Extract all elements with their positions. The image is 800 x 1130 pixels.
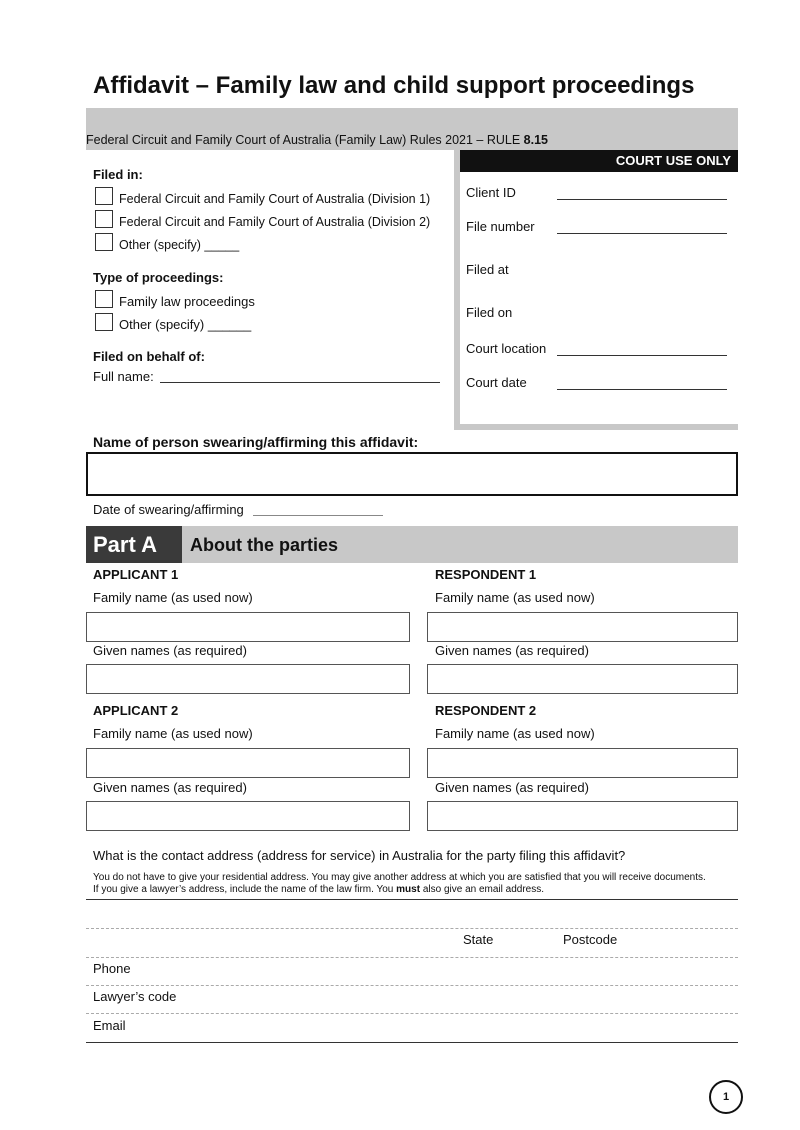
rule-number: 8.15 xyxy=(523,133,549,147)
email-label: Email xyxy=(93,1018,126,1033)
contact-note-post: also give an email address. xyxy=(420,884,545,895)
file-number-label: File number xyxy=(466,219,535,234)
court-use-heading: COURT USE ONLY xyxy=(460,150,738,172)
part-a-tag: Part A xyxy=(86,526,182,563)
family-law-checkbox[interactable] xyxy=(95,290,113,308)
behalf-heading: Filed on behalf of: xyxy=(93,349,205,364)
contact-note-pre: You do not have to give your residential address. You may give another address at which you are satisfied that you will receive documents. If you give a lawyer’s address, include the name of the law firm. You xyxy=(93,872,706,895)
swearing-date-field[interactable] xyxy=(253,502,383,516)
contact-bottom-rule xyxy=(86,1042,738,1043)
other-proceedings-checkbox[interactable] xyxy=(95,313,113,331)
swearing-heading: Name of person swearing/affirming this affidavit: xyxy=(93,434,419,450)
division1-label: Federal Circuit and Family Court of Australia (Division 1) xyxy=(119,192,431,206)
division2-checkbox[interactable] xyxy=(95,210,113,228)
filed-at-label: Filed at xyxy=(466,262,509,277)
postcode-label: Postcode xyxy=(563,932,618,947)
part-a-bar xyxy=(86,526,738,563)
phone-divider xyxy=(86,985,738,986)
respondent2-family-label: Family name (as used now) xyxy=(435,726,595,741)
filed-on-label: Filed on xyxy=(466,305,513,320)
division1-checkbox[interactable] xyxy=(95,187,113,205)
court-date-field[interactable] xyxy=(557,376,727,390)
client-id-field[interactable] xyxy=(557,186,727,200)
applicant2-family-label: Family name (as used now) xyxy=(93,726,253,741)
applicant2-given-label: Given names (as required) xyxy=(93,780,247,795)
court-location-label: Court location xyxy=(466,341,547,356)
applicant1-given-input[interactable] xyxy=(86,664,410,694)
proceedings-heading: Type of proceedings: xyxy=(93,270,224,285)
applicant1-given-label: Given names (as required) xyxy=(93,643,247,658)
filed-in-heading: Filed in: xyxy=(93,167,143,182)
applicant1-family-label: Family name (as used now) xyxy=(93,590,253,605)
swearing-date-label: Date of swearing/affirming xyxy=(93,502,244,517)
full-name-field[interactable] xyxy=(160,369,440,383)
respondent2-given-label: Given names (as required) xyxy=(435,780,589,795)
respondent2-heading: RESPONDENT 2 xyxy=(435,703,537,718)
state-label: State xyxy=(463,932,494,947)
court-location-field[interactable] xyxy=(557,342,727,356)
file-number-field[interactable] xyxy=(557,220,727,234)
respondent1-given-input[interactable] xyxy=(427,664,738,694)
other-court-checkbox[interactable] xyxy=(95,233,113,251)
division2-label: Federal Circuit and Family Court of Australia (Division 2) xyxy=(119,215,431,229)
applicant2-heading: APPLICANT 2 xyxy=(93,703,179,718)
applicant1-heading: APPLICANT 1 xyxy=(93,567,179,582)
rule-text: Federal Circuit and Family Court of Australia (Family Law) Rules 2021 – RULE xyxy=(86,133,524,147)
state-divider xyxy=(86,957,738,958)
respondent1-heading: RESPONDENT 1 xyxy=(435,567,537,582)
contact-note xyxy=(93,872,713,896)
swearing-name-field[interactable] xyxy=(86,452,738,496)
family-law-label: Family law proceedings xyxy=(119,294,255,309)
phone-label: Phone xyxy=(93,961,131,976)
applicant1-family-input[interactable] xyxy=(86,612,410,642)
lawyer-code-divider xyxy=(86,1013,738,1014)
address-line-field[interactable] xyxy=(86,900,738,928)
part-a-title: About the parties xyxy=(190,535,339,555)
other-court-label: Other (specify) _____ xyxy=(119,238,240,252)
respondent2-family-input[interactable] xyxy=(427,748,738,778)
contact-note-bold: must xyxy=(396,884,421,895)
contact-question: What is the contact address (address for service) in Australia for the party filing this affidavit? xyxy=(93,848,626,863)
full-name-label: Full name: xyxy=(93,369,154,384)
applicant2-family-input[interactable] xyxy=(86,748,410,778)
rule-reference xyxy=(86,133,548,147)
lawyer-code-label: Lawyer’s code xyxy=(93,989,177,1004)
client-id-label: Client ID xyxy=(466,185,516,200)
other-proceedings-label: Other (specify) ______ xyxy=(119,317,252,332)
form-title: Affidavit – Family law and child support proceedings xyxy=(93,72,695,99)
respondent1-given-label: Given names (as required) xyxy=(435,643,589,658)
respondent1-family-label: Family name (as used now) xyxy=(435,590,595,605)
address-divider xyxy=(86,928,738,929)
page-number: 1 xyxy=(709,1080,743,1114)
respondent2-given-input[interactable] xyxy=(427,801,738,831)
court-date-label: Court date xyxy=(466,375,527,390)
respondent1-family-input[interactable] xyxy=(427,612,738,642)
applicant2-given-input[interactable] xyxy=(86,801,410,831)
